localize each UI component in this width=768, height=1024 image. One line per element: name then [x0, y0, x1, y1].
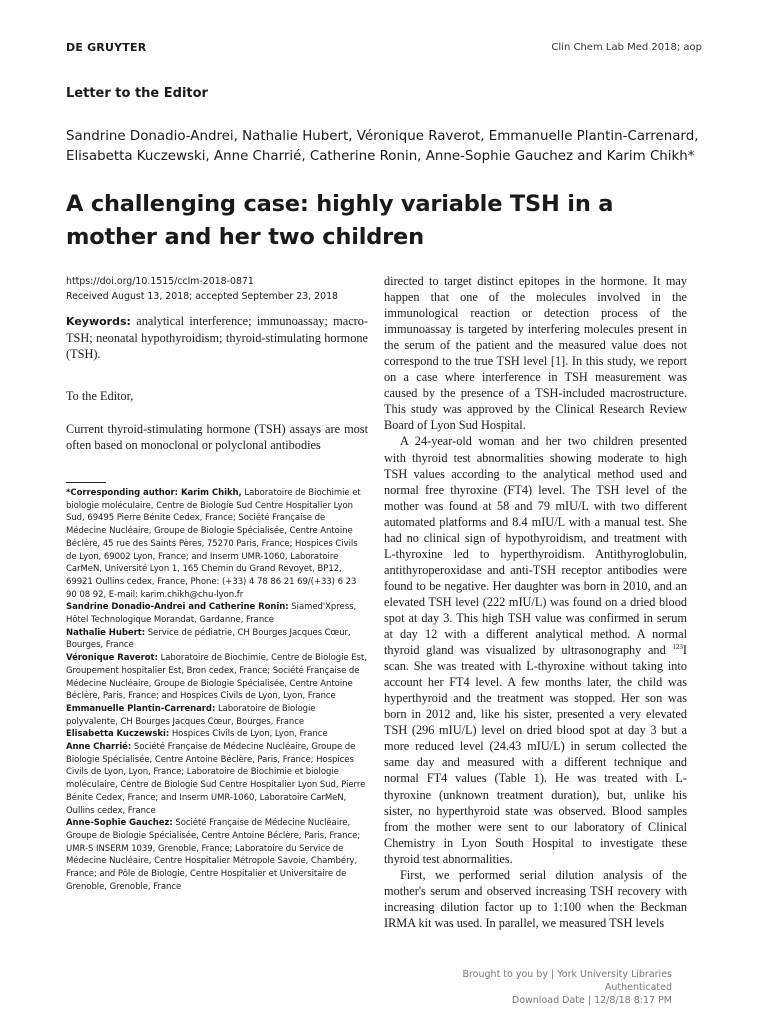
download-info: [462, 968, 672, 1007]
footnote-item: [66, 817, 368, 893]
footnote-item: [66, 601, 368, 626]
access-provider: Brought to you by | York University Libraries: [462, 969, 672, 980]
body-text-segment: A 24-year-old woman and her two children presented with thyroid test abnormalities showing moderate to high TSH values according to the analytical method used and normal free thyroxine (FT4) level. The TSH level of the mother was found at 58 and 79 mIU/L with two different automated platforms and 8.4 mIU/L with a manual test. She had no clinical sign of hypothyroidism, and treatment with L-thyroxine led to hyperthyroidism. Antithyroglobulin, antithyroperoxidase and anti-TSH receptor antibodies were found to be negative. Her daughter was born in 2010, and an elevated TSH level (222 mIU/L) was found on a dried blood spot at day 3. This high TSH value was confirmed in serum at day 12 with a different analytical method. A normal thyroid gland was visualized by ultrasonography and: [384, 434, 687, 658]
footnote-author: Anne-Sophie Gauchez:: [66, 818, 173, 829]
article-title: A challenging case: highly variable TSH in a mother and her two children: [66, 191, 614, 250]
footnote-author: Anne Charrié:: [66, 742, 132, 753]
footnote-item: [66, 703, 368, 728]
footnote-author: *Corresponding author: Karim Chikh,: [66, 488, 242, 498]
footnote-affiliation: Hospices Civils de Lyon, Lyon, France: [171, 729, 328, 740]
footnote-item: [66, 741, 368, 817]
publisher-name: DE GRUYTER: [66, 41, 147, 54]
footnote-item: [66, 652, 368, 703]
body-text-segment: I scan. She was treated with L-thyroxine without taking into account her FT4 level. A few months later, the child was hyperthyroid and the treatment was stopped. Her son was born in 2012 and, like his sister, presented a very elevated TSH (296 mIU/L) level on dried blood spot at day 3 but a more reduced level (24.43 mIU/L) in serum collected the same day and measured with a different technique and normal FT4 values (Table 1). He was treated with L-thyroxine (unknown treatment duration), but, unlike his sister, no hyperthyroid state was observed. Blood samples from the mother were sent to our laboratory of Clinical Chemistry in Lyon South Hospital to investigate these thyroid test abnormalities.: [384, 643, 688, 866]
body-text-column: [384, 273, 687, 931]
received-dates: Received August 13, 2018; accepted September 23, 2018: [66, 291, 339, 302]
footnote-affiliation: Service de pédiatrie, CH Bourges Jacques Cœur, Bourges, France: [66, 627, 351, 651]
journal-citation: Clin Chem Lab Med 2018; aop: [551, 42, 702, 53]
author-list: Sandrine Donadio-Andrei, Nathalie Hubert, Véronique Raverot, Emmanuelle Plantin-Carrenard, Elisabetta Kuczewski, Anne Charrié, Catherine Ronin, Anne-Sophie Gauchez and Karim Chikh*: [66, 129, 699, 164]
isotope-superscript: 123: [672, 642, 683, 651]
body-paragraph: First, we performed serial dilution analysis of the mother's serum and observed increasing TSH recovery with increasing dilution factor up to 1:100 when the Beckman IRMA kit was used. In parallel, we measured TSH levels: [384, 867, 687, 930]
affiliation-footnotes: [66, 487, 368, 894]
body-paragraph: [384, 433, 687, 866]
body-paragraph: directed to target distinct epitopes in the hormone. It may happen that one of the molecules involved in the immunological reaction or detection process of the immunoassay is targeted by interfering molecules present in the serum of the patient and the measured value does not correspond to the true TSH level [1]. In this study, we report on a case where interference in TSH measurement was caused by the presence of a TSH-included macrostructure. This study was approved by the Clinical Research Review Board of Lyon Sud Hospital.: [384, 274, 687, 433]
footnote-affiliation: Laboratoire de Biochimie, Centre de Biologie Est, Groupement hospitalier Est, Bron cedex, France; Société Française de Médecine Nucléaire, Groupe de Biologie Spécialisée, Centre Antoine Béclère, Paris, France; and Hospices Civils de Lyon, Lyon, France: [66, 653, 367, 702]
footnote-author: Emmanuelle Plantin-Carrenard:: [66, 703, 216, 714]
article-meta: [66, 274, 368, 304]
footnote-affiliation: Société Française de Médecine Nucléaire, Groupe de Biologie Spécialisée, Centre Antoine Béclère, Paris, France; UMR-S INSERM 1039, Grenoble, France; Laboratoire du Service de Médecine Nucléaire, Centre Hospitalier Métropole Savoie, Chambéry, France; and Pôle de Biologie, Centre Hospitalier et Universitaire de Grenoble, Grenoble, France: [66, 818, 361, 892]
footnote-affiliation: Société Française de Médecine Nucléaire, Groupe de Biologie Spécialisée, Centre Antoine Béclère, Paris, France; Hospices Civils de Lyon, Lyon, France; Laboratoire de Biochimie et biologie moléculaire, Centre de Biologie Sud Centre Hospitalier Lyon Sud, Pierre Bénite Cedex, France; and Inserm UMR-1060, Laboratoire CarMeN, Oullins cedex, France: [66, 742, 366, 816]
article-type-label: Letter to the Editor: [66, 86, 208, 101]
footnote-affiliation: Laboratoire de Biochimie et biologie moléculaire, Centre de Biologie Sud Centre Hospitalier Lyon Sud, 69495 Pierre Bénite Cedex, France; Société Française de Médecine Nucléaire, Groupe de Biologie Spécialisée, Centre Antoine Béclère, 45 rue des Saints Pères, 75270 Paris, France; Hospices Civils de Lyon, 69002 Lyon, France; and Inserm UMR-1060, Laboratoire CarMeN, Université Lyon 1, 165 Chemin du Grand Revoyet, BP12, 69921 Oullins cedex, France, Phone: (+33) 4 78 86 21 69/(+33) 6 23 90 08 92, E-mail: karim.chikh@chu-lyon.fr: [66, 488, 361, 600]
footnote-divider: [66, 482, 106, 483]
footnote-item: [66, 728, 368, 741]
footnote-author: Nathalie Hubert:: [66, 627, 146, 638]
intro-paragraph: Current thyroid-stimulating hormone (TSH) assays are most often based on monoclonal or polyclonal antibodies: [66, 422, 368, 452]
salutation: To the Editor,: [66, 389, 134, 403]
footnote-item: [66, 627, 368, 652]
auth-status: Authenticated: [604, 982, 672, 993]
footnote-affiliation: Siamed'Xpress, Hôtel Technologique Morandat, Gardanne, France: [66, 602, 357, 626]
download-date: Download Date | 12/8/18 8:17 PM: [511, 995, 672, 1006]
footnote-author: Véronique Raverot:: [66, 653, 158, 664]
footnote-author: Sandrine Donadio-Andrei and Catherine Ronin:: [66, 602, 289, 613]
footnote-affiliation: Laboratoire de Biologie polyvalente, CH Bourges Jacques Cœur, Bourges, France: [66, 703, 316, 727]
keywords: [66, 313, 368, 362]
footnote-author: Elisabetta Kuczewski:: [66, 729, 170, 740]
keywords-label: Keywords:: [66, 315, 131, 328]
keywords-text: analytical interference; immunoassay; macro-TSH; neonatal hypothyroidism; thyroid-stimulating hormone (TSH).: [66, 314, 368, 361]
footnote-item: [66, 487, 368, 601]
doi-link[interactable]: https://doi.org/10.1515/cclm-2018-0871: [66, 276, 254, 287]
